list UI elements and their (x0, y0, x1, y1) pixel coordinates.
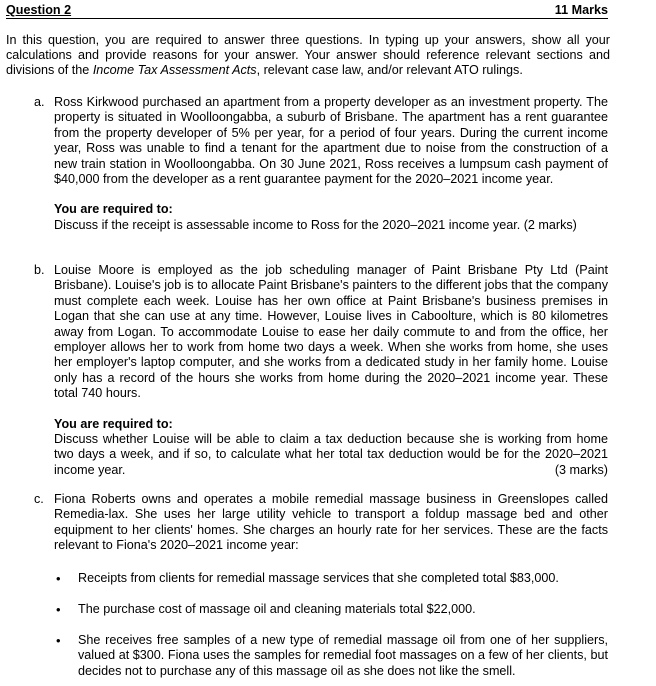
bullet-text: She receives free samples of a new type of remedial massage oil from one of her suppliers, valued at $300. Fiona uses the samples for remedial foot massages on a few of her clients, but decides not to purchase any of this massage oil as she does not like the smell. (78, 633, 608, 678)
part-b-required-marks: (3 marks) (554, 462, 608, 477)
part-b-label: b. (34, 263, 45, 277)
part-a-required-heading: You are required to: (54, 202, 173, 217)
part-a-label: a. (34, 95, 45, 109)
intro-paragraph (6, 33, 610, 79)
part-b-text: Louise Moore is employed as the job scheduling manager of Paint Brisbane Pty Ltd (Paint Brisbane). Louise's job is to allocate Paint Brisbane's painters to the different jobs that the company must complete each week. Louise has her own office at Paint Brisbane's business premises in Logan that she can use at any time. However, Louise lives in Caboolture, which is 80 kilometres away from Logan. To accommodate Louise to ease her daily commute to and from the office, her employer allows her to work from home two days a week. When she works from home, she uses her employer's laptop computer, and she works from a dedicated study in her family home. Louise only has a record of the hours she works from home during the 2020–2021 income year. These total 740 hours. (54, 263, 608, 401)
bullet-text: Receipts from clients for remedial massage services that she completed total $83,000. (78, 571, 559, 585)
bullet-icon: • (56, 571, 61, 586)
part-b-required-body: Discuss whether Louise will be able to claim a tax deduction because she is working from home two days a week, and if so, to calculate what her total tax deduction would be for the 2020–2021 income year. (54, 432, 608, 477)
part-b-required-heading: You are required to: (54, 416, 173, 431)
intro-italic: Income Tax Assessment Acts (92, 63, 257, 78)
part-c-label: c. (34, 492, 44, 506)
bullet-text: The purchase cost of massage oil and cleaning materials total $22,000. (78, 602, 476, 616)
part-b (34, 263, 608, 478)
question-marks: 11 Marks (554, 3, 608, 17)
part-a-required-text: Discuss if the receipt is assessable income to Ross for the 2020–2021 income year. (2 marks) (54, 217, 577, 232)
intro-text-after: , relevant case law, and/or relevant ATO rulings. (256, 63, 523, 78)
header-rule (6, 18, 608, 19)
bullet-item (56, 602, 608, 617)
question-title: Question 2 (6, 3, 72, 17)
bullet-icon: • (56, 633, 61, 648)
bullet-item (56, 571, 608, 586)
part-a (34, 95, 608, 233)
bullet-icon: • (56, 602, 61, 617)
part-b-required-text (54, 432, 608, 478)
part-c-text: Fiona Roberts owns and operates a mobile remedial massage business in Greenslopes called Remedia-lax. She uses her large utility vehicle to transport a foldup massage bed and other equipment to her clients' homes. She charges an hourly rate for her services. These are the facts relevant to Fiona's 2020–2021 income year: (54, 492, 608, 553)
bullet-item (56, 633, 608, 679)
intro-text-before: In this question, you are required to answer three questions. In typing up your answers, show all your calculations and provide reasons for your answer. Your answer should reference relevant sections and divisions of the (6, 33, 610, 78)
part-a-text: Ross Kirkwood purchased an apartment from a property developer as an investment property. The property is situated in Woolloongabba, a suburb of Brisbane. The apartment has a rent guarantee from the property developer of 5% per year, for a period of four years. During the current income year, Ross was unable to find a tenant for the apartment due to noise from the construction of a new train station in Woolloongabba. On 30 June 2021, Ross receives a lumpsum cash payment of $40,000 from the developer as a rent guarantee payment for the 2020–2021 income year. (54, 95, 608, 187)
part-c (34, 492, 608, 554)
